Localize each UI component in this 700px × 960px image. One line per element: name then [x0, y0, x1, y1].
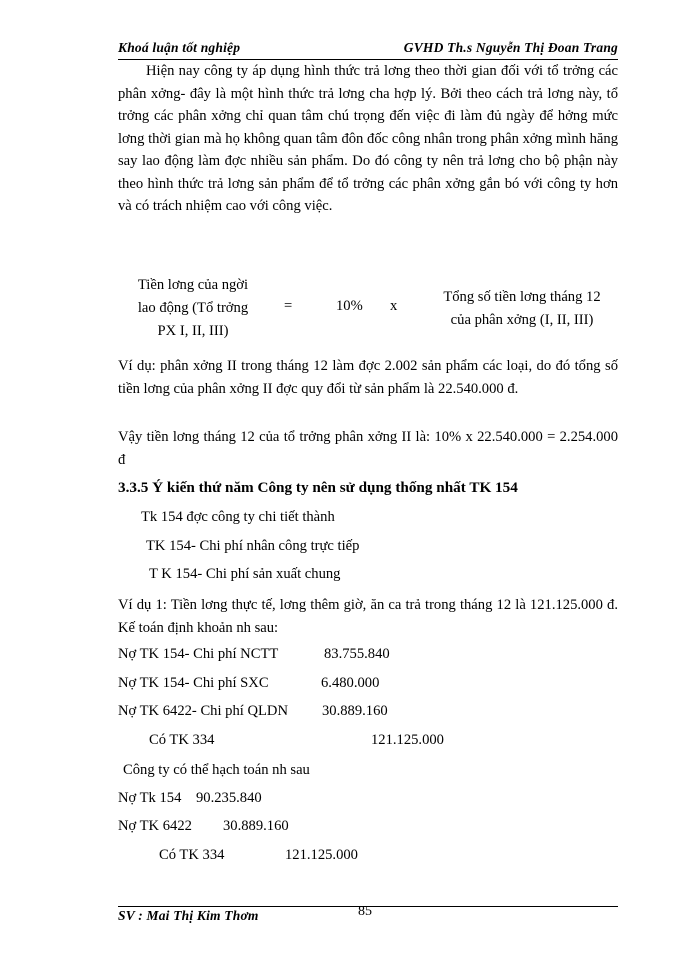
section-line-3: T K 154- Chi phí sản xuất chung: [149, 566, 341, 582]
section-line-1: Tk 154 đợc công ty chi tiết thành: [141, 509, 335, 525]
entry-label: Nợ TK 6422- Chi phí QLDN: [118, 703, 289, 719]
section-heading: 3.3.5 Ý kiến thứ năm Công ty nên sử dụng thống nhất TK 154: [118, 479, 518, 496]
formula-equals: =: [284, 298, 293, 314]
formula-right-line2: của phân xởng (I, II, III): [450, 312, 594, 328]
entry-label: Nợ Tk 154: [118, 790, 182, 806]
result-paragraph: Vậy tiền lơng tháng 12 của tổ trởng phân xởng II là: 10% x 22.540.000 = 2.254.000 đ: [118, 429, 618, 468]
page-number: 85: [358, 904, 372, 919]
entry-label: Nợ TK 154- Chi phí NCTT: [118, 646, 279, 662]
formula-left-line3: PX I, II, III): [157, 323, 229, 339]
footer-student: SV : Mai Thị Kim Thơm: [118, 908, 259, 923]
entry-label: Nợ TK 154- Chi phí SXC: [118, 675, 269, 691]
entry-amount: 90.235.840: [196, 790, 262, 806]
header-left: Khoá luận tốt nghiệp: [118, 40, 241, 55]
section-line-2: TK 154- Chi phí nhân công trực tiếp: [146, 538, 360, 554]
entry-amount: 83.755.840: [324, 646, 390, 662]
header-right: GVHD Th.s Nguyễn Thị Đoan Trang: [403, 40, 618, 55]
entry-label: Có TK 334: [149, 732, 215, 748]
alt-intro: Công ty có thể hạch toán nh sau: [123, 762, 310, 778]
intro-paragraph: Hiện nay công ty áp dụng hình thức trả lơng theo thời gian đối với tổ trởng các phân xởng- đây là một hình thức trả lơng cha hợp lý. Bởi theo cách trả lơng này, tổ trởng các phân xởng chỉ quan tâm chú trọng đến việc đi làm đủ ngày để hởng mức lơng thời gian mà họ không quan tâm đôn đốc công nhân trong phân xởng mình hăng say lao động làm đợc nhiều sản phẩm. Do đó công ty nên trả lơng cho bộ phận này theo hình thức trả lơng sản phẩm để tổ trởng các phân xởng gắn bó với công ty hơn và có trách nhiệm cao với công việc.: [118, 63, 618, 214]
entry-label: Có TK 334: [159, 847, 225, 863]
example-paragraph: Ví dụ: phân xởng II trong tháng 12 làm đợc 2.002 sản phẩm các loại, do đó tổng số tiền lơng của phân xởng II đợc quy đổi từ sản phẩm là 22.540.000 đ.: [118, 358, 618, 397]
formula-right-line1: Tổng số tiền lơng tháng 12: [443, 289, 601, 305]
entry-amount: 30.889.160: [223, 818, 289, 834]
formula-left-line1: Tiền lơng của ngời: [137, 277, 249, 293]
formula-left-line2: lao động (Tổ trởng: [137, 300, 249, 316]
entry-amount: 121.125.000: [371, 732, 444, 748]
entry-label: Nợ TK 6422: [118, 818, 192, 834]
entry-amount: 6.480.000: [321, 675, 380, 691]
entry-amount: 121.125.000: [285, 847, 358, 863]
example1-paragraph: Ví dụ 1: Tiền lơng thực tế, lơng thêm giờ, ăn ca trả trong tháng 12 là 121.125.000 đ. Kế toán định khoản nh sau:: [118, 597, 618, 636]
formula-percent: 10%: [336, 298, 363, 314]
entry-amount: 30.889.160: [322, 703, 388, 719]
formula-times: x: [390, 298, 398, 314]
